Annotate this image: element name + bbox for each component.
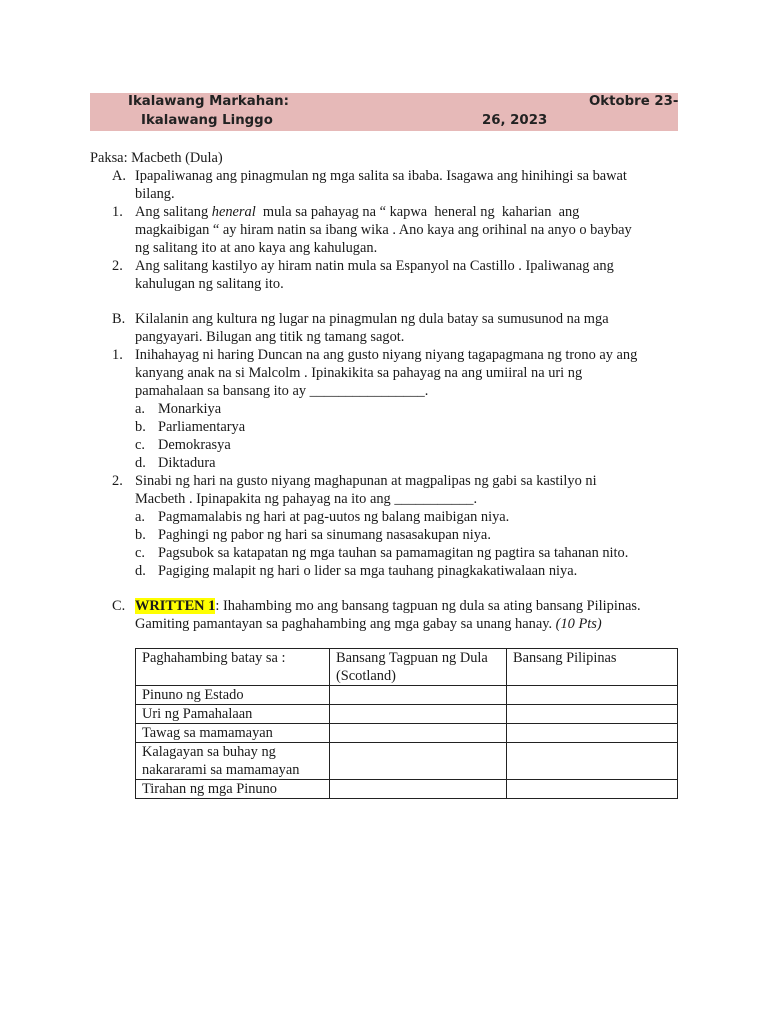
- table-cell: Kalagayan sa buhay ng nakararami sa mamamayan: [136, 743, 330, 780]
- week-label: Ikalawang Linggo: [141, 113, 273, 128]
- table-header-row: [136, 649, 678, 686]
- table-cell: Tawag sa mamamayan: [136, 724, 330, 743]
- quarter-label: Ikalawang Markahan:: [128, 94, 289, 109]
- section-c-line: C. WRITTEN 1: Ihahambing mo ang bansang tagpuan ng dula sa ating bansang Pilipinas.: [112, 598, 641, 614]
- table-cell: [507, 743, 678, 780]
- topic-line: Paksa: Macbeth (Dula): [90, 150, 223, 166]
- choice-item: a. Monarkiya: [135, 401, 222, 417]
- table-row: [136, 705, 678, 724]
- table-cell: [507, 724, 678, 743]
- choice-item: b. Paghingi ng pabor ng hari sa sinumang nasasakupan niya.: [135, 527, 491, 543]
- table-cell: [330, 780, 507, 799]
- table-cell: [330, 724, 507, 743]
- table-cell: [507, 780, 678, 799]
- section-a-line: bilang.: [135, 186, 175, 202]
- choice-item: c. Pagsubok sa katapatan ng mga tauhan sa pamamagitan ng pagtira sa tahanan nito.: [135, 545, 629, 561]
- section-a-line: A. Ipapaliwanag ang pinagmulan ng mga salita sa ibaba. Isagawa ang hinihingi sa bawat: [112, 168, 627, 184]
- choice-item: d. Pagiging malapit ng hari o lider sa mga tauhang pinagkakatiwalaan niya.: [135, 563, 578, 579]
- table-cell: Uri ng Pamahalaan: [136, 705, 330, 724]
- date-label-line2: 26, 2023: [482, 113, 548, 128]
- italic-word: heneral: [211, 204, 256, 220]
- written-highlight: WRITTEN 1: [135, 598, 216, 614]
- question-a1: 1. Ang salitang heneral mula sa pahayag na “ kapwa heneral ng kaharian ang: [112, 204, 580, 220]
- section-b-line: B. Kilalanin ang kultura ng lugar na pinagmulan ng dula batay sa sumusunod na mga: [112, 311, 609, 327]
- table-header-cell: Paghahambing batay sa :: [136, 649, 330, 686]
- choice-item: a. Pagmamalabis ng hari at pag-uutos ng balang maibigan niya.: [135, 509, 510, 525]
- section-a-marker: A.: [112, 168, 126, 184]
- table-row: [136, 780, 678, 799]
- points-label: (10 Pts): [555, 616, 602, 632]
- choice-item: b. Parliamentarya: [135, 419, 246, 435]
- table-cell: [330, 705, 507, 724]
- question-b2: 2. Sinabi ng hari na gusto niyang maghapunan at magpalipas ng gabi sa kastilyo ni: [112, 473, 597, 489]
- worksheet-body: Paksa: Macbeth (Dula) A. Ipapaliwanag ang pinagmulan ng mga salita sa ibaba. Isagawa ang hinihingi sa bawat bilang. 1. Ang salitang heneral mula sa pahayag na “ kapwa heneral ng kaharian ang magkaibigan “ ay hiram natin sa ibang wika . Ano kaya ang orihinal na anyo o baybay ng salitang ito at ano kaya ang kahulugan. 2. Ang salitang kastilyo ay hiram natin mula sa Espanyol na Castillo . Ipaliwanag ang kahulugan ng salitang ito. B. Kilalanin ang kultura ng lugar na pinagmulan ng dula batay sa sumusunod na mga pangyayari. Bilugan ang titik ng tamang sagot. 1. Inihahayag ni haring Duncan na ang gusto niyang niyang tagapagmana ng trono ay ang kanyang anak na si Malcolm . Ipinakikita sa pahayag na ang umiiral na uri ng pamahalaan sa bansang ito ay ________________. a. Monarkiya b. Parliamentarya c. Demokrasya d. Diktadura 2. Sinabi ng hari na gusto niyang maghapunan at magpalipas ng gabi sa kastilyo ni Macbeth . Ipinapakita ng pahayag na ito ang ___________. a. Pagmamalabis ng hari at pag-uutos ng balang maibigan niya. b. Paghingi ng pabor ng hari sa sinumang nasasakupan niya. c. Pagsubok sa katapatan ng mga tauhan sa pamamagitan ng pagtira sa tahanan nito. d. Pagiging malapit ng hari o lider sa mga tauhang pinagkakatiwalaan niya. C. WRITTEN 1: Ihahambing mo ang bansang tagpuan ng dula sa ating bansang Pilipinas. Gamiting pamantayan sa paghahambing ang mga gabay sa unang hanay. (10 Pts): [90, 149, 680, 633]
- table-cell: [507, 686, 678, 705]
- table-header-cell: Bansang Pilipinas: [507, 649, 678, 686]
- section-c-marker: C.: [112, 598, 126, 614]
- table-cell: [330, 743, 507, 780]
- table-header-cell: Bansang Tagpuan ng Dula (Scotland): [330, 649, 507, 686]
- table-cell: [330, 686, 507, 705]
- question-a2: 2. Ang salitang kastilyo ay hiram natin mula sa Espanyol na Castillo . Ipaliwanag ang: [112, 258, 614, 274]
- table-cell: Pinuno ng Estado: [136, 686, 330, 705]
- table-row: [136, 743, 678, 780]
- table-cell: [507, 705, 678, 724]
- question-b1: 1. Inihahayag ni haring Duncan na ang gusto niyang niyang tagapagmana ng trono ay ang: [112, 347, 638, 363]
- choice-item: c. Demokrasya: [135, 437, 231, 453]
- header-band: [90, 93, 678, 131]
- comparison-table: [135, 648, 678, 799]
- choice-item: d. Diktadura: [135, 455, 216, 471]
- date-label-line1: Oktobre 23-: [589, 94, 679, 109]
- table-row: [136, 686, 678, 705]
- section-b-marker: B.: [112, 311, 126, 327]
- table-row: [136, 724, 678, 743]
- table-cell: Tirahan ng mga Pinuno: [136, 780, 330, 799]
